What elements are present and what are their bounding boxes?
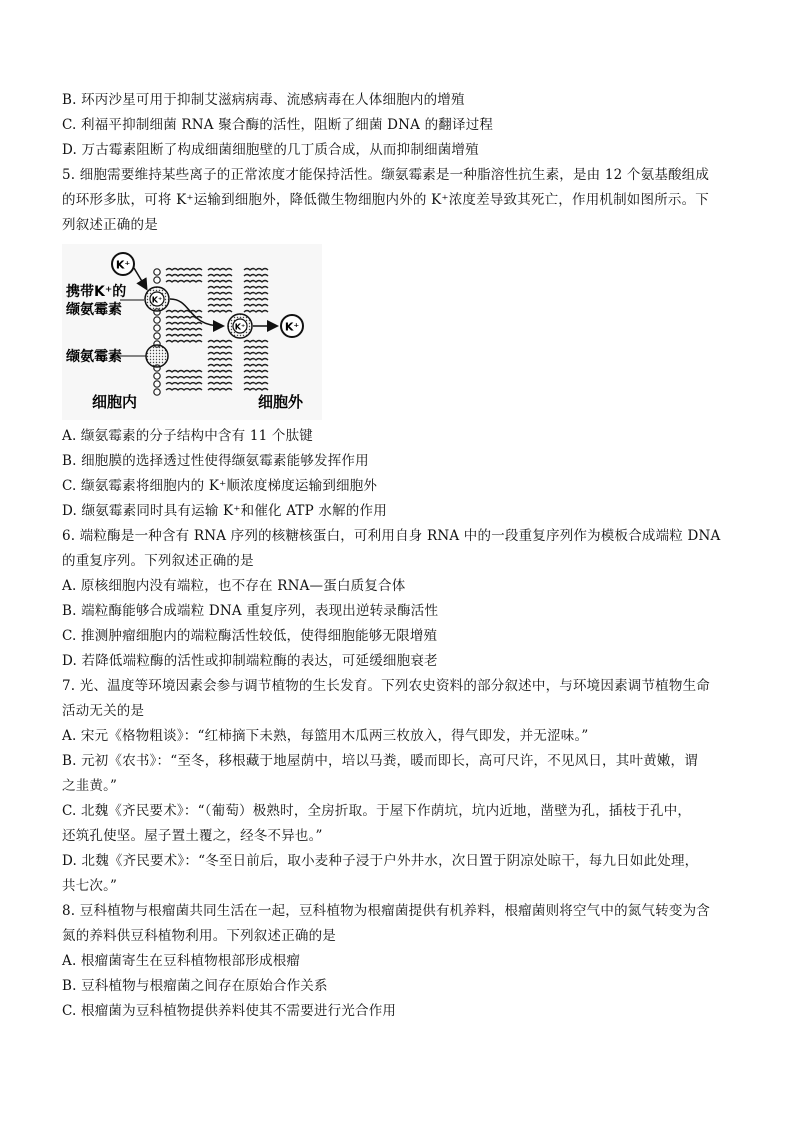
option-line: D. 若降低端粒酶的活性或抑制端粒酶的表达，可延缓细胞衰老 xyxy=(62,653,438,669)
question-6-stem: 的重复序列。下列叙述正确的是 xyxy=(62,553,254,569)
question-5-stem: 5. 细胞需要维持某些离子的正常浓度才能保持活性。缬氨霉素是一种脂溶性抗生素，是由 12 个氨基酸组成 xyxy=(62,167,710,183)
text-line: D. 万古霉素阻断了构成细菌细胞壁的几丁质合成，从而抑制细菌增殖 xyxy=(62,142,479,158)
option-line: C. 推测肿瘤细胞内的端粒酶活性较低，使得细胞能够无限增殖 xyxy=(62,628,438,644)
question-5-stem: 列叙述正确的是 xyxy=(62,217,158,233)
question-7-stem: 活动无关的是 xyxy=(62,703,145,719)
option-line: A. 根瘤菌寄生在豆科植物根部形成根瘤 xyxy=(62,953,301,969)
question-8-stem: 8. 豆科植物与根瘤菌共同生活在一起，豆科植物为根瘤菌提供有机养料，根瘤菌则将空气中的氮气转变为含 xyxy=(62,903,710,919)
option-line: C. 北魏《齐民要术》：“（葡萄）极熟时，全房折取。于屋下作荫坑，坑内近地，凿壁为孔，插枝于孔中， xyxy=(62,803,692,819)
question-8-stem: 氮的养料供豆科植物利用。下列叙述正确的是 xyxy=(62,928,336,944)
k-ion-inside xyxy=(112,253,134,275)
label-valinomycin: 缬氨霉素 xyxy=(66,349,122,365)
option-line: 还筑孔使坚。屋子置土覆之，经冬不异也。” xyxy=(62,828,323,844)
question-5-stem: 的环形多肽，可将 K⁺运输到细胞外，降低微生物细胞内外的 K⁺浓度差导致其死亡，作用机制如图所示。下 xyxy=(62,192,710,208)
option-line: B. 元初《农书》：“至冬，移根藏于地屋荫中，培以马粪，暖而即长，高可尺许，不见风日，其叶黄嫩，谓 xyxy=(62,753,698,769)
label-carrier: 缬氨霉素 xyxy=(66,302,122,318)
label-carrier: 携带K⁺的 xyxy=(66,284,127,300)
option-line: B. 细胞膜的选择透过性使得缬氨霉素能够发挥作用 xyxy=(62,453,369,469)
valinomycin-carrier-right xyxy=(228,314,252,338)
valinomycin-empty xyxy=(146,345,168,367)
svg-text:K⁺: K⁺ xyxy=(284,320,300,334)
valinomycin-carrier-left xyxy=(145,287,169,311)
question-7-stem: 7. 光、温度等环境因素会参与调节植物的生长发育。下列农史资料的部分叙述中，与环境因素调节植物生命 xyxy=(62,678,710,694)
k-ion-outside xyxy=(281,315,303,337)
svg-text:K⁺: K⁺ xyxy=(151,295,163,305)
option-line: C. 根瘤菌为豆科植物提供养料使其不需要进行光合作用 xyxy=(62,1003,397,1019)
option-line: D. 缬氨霉素同时具有运输 K⁺和催化 ATP 水解的作用 xyxy=(62,503,387,519)
label-inside: 细胞内 xyxy=(92,393,138,411)
option-line: 之韭黄。” xyxy=(62,778,118,794)
text-line: C. 利福平抑制细菌 RNA 聚合酶的活性，阻断了细菌 DNA 的翻译过程 xyxy=(62,117,494,133)
option-line: 共七次。” xyxy=(62,878,118,894)
option-line: A. 宋元《格物粗谈》：“红柿摘下未熟，每篮用木瓜两三枚放入，得气即发，并无涩味。” xyxy=(62,728,589,744)
valinomycin-mechanism-figure xyxy=(62,244,322,420)
label-outside: 细胞外 xyxy=(258,393,304,411)
option-line: C. 缬氨霉素将细胞内的 K⁺顺浓度梯度运输到细胞外 xyxy=(62,478,378,494)
option-line: A. 缬氨霉素的分子结构中含有 11 个肽键 xyxy=(62,428,313,444)
svg-text:K⁺: K⁺ xyxy=(234,322,246,332)
option-line: D. 北魏《齐民要术》：“冬至日前后，取小麦种子浸于户外井水，次日置于阴凉处晾干，每九日如此处理， xyxy=(62,853,699,869)
option-line: B. 豆科植物与根瘤菌之间存在原始合作关系 xyxy=(62,978,328,994)
question-6-stem: 6. 端粒酶是一种含有 RNA 序列的核糖核蛋白，可利用自身 RNA 中的一段重复序列作为模板合成端粒 DNA xyxy=(62,528,721,544)
option-line: B. 端粒酶能够合成端粒 DNA 重复序列，表现出逆转录酶活性 xyxy=(62,603,439,619)
option-line: A. 原核细胞内没有端粒，也不存在 RNA—蛋白质复合体 xyxy=(62,578,406,594)
text-line: B. 环丙沙星可用于抑制艾滋病病毒、流感病毒在人体细胞内的增殖 xyxy=(62,92,465,108)
svg-text:K⁺: K⁺ xyxy=(115,258,131,272)
